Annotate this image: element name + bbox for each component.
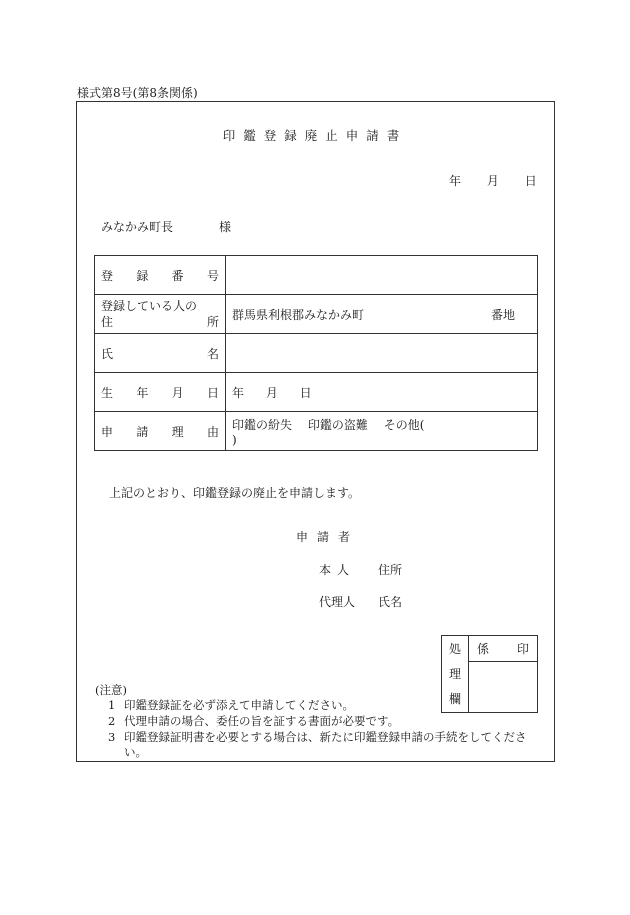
reason-other-close: ) — [232, 432, 237, 447]
agent-name-field[interactable]: 氏名 — [378, 595, 403, 609]
note-item: 2 代理申請の場合、委任の旨を証する書面が必要です。 — [108, 714, 400, 728]
address-field[interactable] — [226, 295, 538, 334]
note-item-continuation: い。 — [124, 745, 147, 759]
address-suffix: 番地 — [490, 307, 515, 322]
self-label: 本人 — [319, 563, 356, 577]
document-title: 印鑑登録廃止申請書 — [222, 128, 408, 143]
reason-option-stolen[interactable]: 印鑑の盗難 — [307, 417, 368, 432]
processing-header: 係 印 — [469, 636, 538, 662]
table-row — [95, 334, 538, 373]
address-prefix: 群馬県利根郡みなかみ町 — [232, 307, 365, 322]
self-address-field[interactable]: 住所 — [378, 563, 403, 577]
processing-seal-area — [469, 662, 538, 713]
date-year: 年 — [449, 174, 462, 188]
reason-field[interactable] — [226, 412, 538, 451]
birthdate-label: 生 年 月 日 — [95, 373, 226, 412]
form-number: 様式第8号(第8条関係) — [77, 86, 198, 100]
table-row — [95, 412, 538, 451]
address-label-line2: 住 所 — [101, 315, 219, 329]
processing-box — [441, 635, 538, 713]
note-item: 3 印鑑登録証明書を必要とする場合は、新たに印鑑登録申請の手続をしてくださ — [108, 730, 527, 744]
date-day: 日 — [524, 174, 537, 188]
notes-heading: (注意) — [95, 683, 127, 697]
note-item: 1 印鑑登録証を必ず添えて申請してください。 — [108, 698, 354, 712]
table-row — [95, 295, 538, 334]
reason-option-other[interactable]: その他( — [383, 417, 425, 432]
birthdate-field[interactable]: 年 月 日 — [226, 373, 538, 412]
addressee-honorific: 様 — [219, 220, 232, 234]
statement-text: 上記のとおり、印鑑登録の廃止を申請します。 — [109, 486, 361, 500]
date-line — [449, 172, 537, 189]
application-table — [94, 255, 538, 451]
date-month: 月 — [486, 174, 499, 188]
name-field[interactable] — [226, 334, 538, 373]
reason-label: 申 請 理 由 — [95, 412, 226, 451]
agent-label: 代理人 — [319, 595, 356, 609]
address-label-line1: 登録している人の — [101, 299, 198, 313]
table-row — [95, 373, 538, 412]
spread-label: 登 録 番 号 — [101, 268, 219, 283]
applicant-label: 申請者 — [296, 530, 360, 544]
name-label: 氏 名 — [95, 334, 226, 373]
registration-number-field[interactable] — [226, 256, 538, 295]
reason-option-lost[interactable]: 印鑑の紛失 — [232, 417, 293, 432]
processing-side-label: 処 理 欄 — [442, 636, 469, 713]
address-label — [95, 295, 226, 334]
registration-number-label — [95, 256, 226, 295]
addressee-name: みなかみ町長 — [101, 220, 174, 234]
table-row — [95, 256, 538, 295]
